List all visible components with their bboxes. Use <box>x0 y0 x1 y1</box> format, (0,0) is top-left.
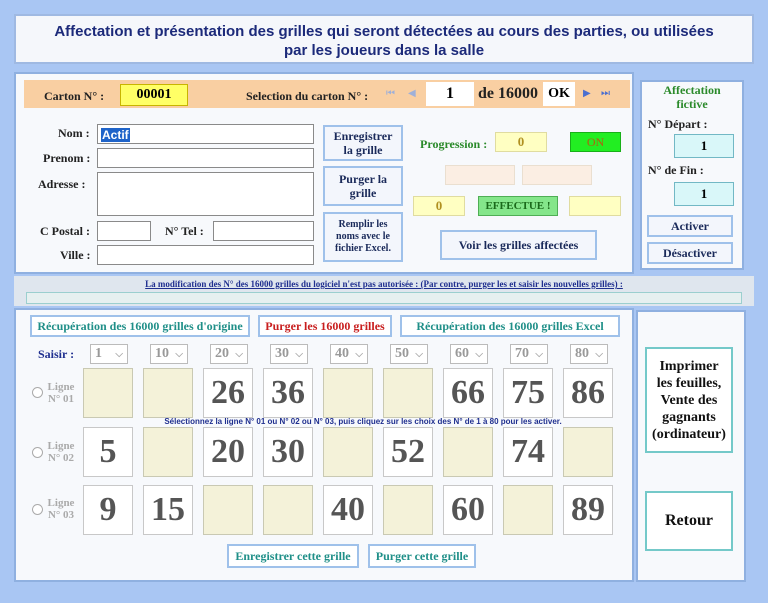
carton-total: de 16000 <box>478 85 538 102</box>
grid-cell[interactable] <box>563 427 613 477</box>
nom-value: Actif <box>102 128 129 142</box>
status-on-badge: ON <box>570 132 621 152</box>
nav-first-icon[interactable]: ⏮ <box>386 88 395 99</box>
activer-button[interactable]: Activer <box>647 215 733 237</box>
grid-cell[interactable] <box>323 368 373 418</box>
depart-label: N° Départ : <box>648 117 708 131</box>
tel-label: N° Tel : <box>165 224 204 238</box>
saisir-combo-50[interactable] <box>390 344 428 364</box>
grid-cell[interactable] <box>263 485 313 535</box>
progression-label: Progression : <box>420 137 488 151</box>
nav-last-icon[interactable]: ⏭ <box>601 88 610 99</box>
ligne-01-label: Ligne N° 01 <box>47 381 75 405</box>
progression-value: 0 <box>495 132 547 152</box>
grid-cell[interactable]: 75 <box>503 368 553 418</box>
purge-grid-button[interactable]: Purger cette grille <box>368 544 476 568</box>
selection-label: Selection du carton N° : <box>246 89 369 103</box>
count-value: 0 <box>413 196 465 216</box>
saisir-combo-1[interactable] <box>90 344 128 364</box>
fin-label: N° de Fin : <box>648 163 704 177</box>
saisir-combo-30[interactable] <box>270 344 308 364</box>
saisir-combo-40[interactable] <box>330 344 368 364</box>
chevron-down-icon: ⌵ <box>115 349 123 360</box>
grid-cell[interactable]: 60 <box>443 485 493 535</box>
grid-cell[interactable] <box>143 368 193 418</box>
ville-field[interactable] <box>97 245 314 265</box>
desactiver-button[interactable]: Désactiver <box>647 242 733 264</box>
combo-value: 30 <box>275 346 289 361</box>
ville-label: Ville : <box>60 248 91 262</box>
grid-cell[interactable]: 9 <box>83 485 133 535</box>
purger-grille-button[interactable]: Purger la grille <box>323 166 403 206</box>
grid-cell[interactable]: 15 <box>143 485 193 535</box>
chevron-down-icon: ⌵ <box>175 349 183 360</box>
enregistrer-grille-button[interactable]: Enregistrer la grille <box>323 125 403 161</box>
saisir-combo-60[interactable] <box>450 344 488 364</box>
progress-box-3 <box>569 196 621 216</box>
ligne-01-radio[interactable] <box>32 387 43 398</box>
combo-value: 1 <box>95 346 102 361</box>
carton-selection-input[interactable]: 1 <box>426 82 474 106</box>
prenom-field[interactable] <box>97 148 314 168</box>
grid-cell[interactable]: 36 <box>263 368 313 418</box>
remplir-excel-button[interactable]: Remplir les noms avec le fichier Excel. <box>323 212 403 262</box>
depart-field[interactable]: 1 <box>674 134 734 158</box>
grid-cell[interactable]: 20 <box>203 427 253 477</box>
combo-value: 60 <box>455 346 469 361</box>
carton-label: Carton N° : <box>44 89 105 103</box>
combo-value: 70 <box>515 346 529 361</box>
progress-box-1 <box>445 165 515 185</box>
nom-label: Nom : <box>58 126 90 140</box>
notice-text: La modification des N° des 16000 grilles du logiciel n'est pas autorisée : (Par contre, purger les et saisir les nouvelles grilles) : <box>145 279 623 289</box>
grid-cell[interactable] <box>83 368 133 418</box>
nom-field[interactable] <box>97 124 314 144</box>
chevron-down-icon: ⌵ <box>475 349 483 360</box>
grid-cell[interactable] <box>323 427 373 477</box>
imprimer-button[interactable]: Imprimer les feuilles, Vente des gagnants (ordinateur) <box>645 347 733 453</box>
grid-cell[interactable] <box>443 427 493 477</box>
grid-cell[interactable] <box>383 485 433 535</box>
ligne-03-label: Ligne N° 03 <box>47 497 75 521</box>
saisir-combo-80[interactable] <box>570 344 608 364</box>
title-line-1: Affectation et présentation des grilles qui seront détectées au cours des parties, ou utilisées <box>54 23 714 40</box>
nav-next-icon[interactable]: ▶ <box>583 88 591 99</box>
cpostal-field[interactable] <box>97 221 151 241</box>
recup-excel-button[interactable]: Récupération des 16000 grilles Excel <box>400 315 620 337</box>
chevron-down-icon: ⌵ <box>535 349 543 360</box>
chevron-down-icon: ⌵ <box>235 349 243 360</box>
retour-button[interactable]: Retour <box>645 491 733 551</box>
grid-cell[interactable]: 40 <box>323 485 373 535</box>
grid-cell[interactable]: 86 <box>563 368 613 418</box>
grid-cell[interactable]: 5 <box>83 427 133 477</box>
combo-value: 80 <box>575 346 589 361</box>
save-grid-button[interactable]: Enregistrer cette grille <box>227 544 359 568</box>
grid-cell[interactable]: 52 <box>383 427 433 477</box>
saisir-combo-20[interactable] <box>210 344 248 364</box>
notice-bar <box>26 292 742 304</box>
fictive-title: Affectation fictive <box>663 83 721 111</box>
saisir-label: Saisir : <box>38 347 75 361</box>
chevron-down-icon: ⌵ <box>355 349 363 360</box>
adresse-label: Adresse : <box>38 177 86 191</box>
combo-value: 10 <box>155 346 169 361</box>
page-title <box>16 22 752 60</box>
grid-cell[interactable]: 74 <box>503 427 553 477</box>
saisir-combo-10[interactable] <box>150 344 188 364</box>
grid-cell[interactable]: 66 <box>443 368 493 418</box>
voir-grilles-button[interactable]: Voir les grilles affectées <box>440 230 597 260</box>
progress-box-2 <box>522 165 592 185</box>
tel-field[interactable] <box>213 221 314 241</box>
ligne-03-radio[interactable] <box>32 504 43 515</box>
adresse-field[interactable] <box>97 172 314 216</box>
nav-prev-icon[interactable]: ◀ <box>408 88 416 99</box>
grid-cell[interactable]: 26 <box>203 368 253 418</box>
saisir-combo-70[interactable] <box>510 344 548 364</box>
fin-field[interactable]: 1 <box>674 182 734 206</box>
prenom-label: Prenom : <box>43 151 91 165</box>
grid-cell[interactable] <box>203 485 253 535</box>
chevron-down-icon: ⌵ <box>295 349 303 360</box>
chevron-down-icon: ⌵ <box>595 349 603 360</box>
ok-button[interactable]: OK <box>543 82 575 106</box>
combo-value: 40 <box>335 346 349 361</box>
purger-all-button[interactable]: Purger les 16000 grilles <box>258 315 392 337</box>
recup-origine-button[interactable]: Récupération des 16000 grilles d'origine <box>30 315 250 337</box>
combo-value: 50 <box>395 346 409 361</box>
grid-cell[interactable] <box>503 485 553 535</box>
combo-value: 20 <box>215 346 229 361</box>
grid-cell[interactable]: 30 <box>263 427 313 477</box>
header-panel <box>14 14 754 64</box>
cpostal-label: C Postal : <box>40 224 90 238</box>
grid-cell[interactable]: 89 <box>563 485 613 535</box>
instruction-text: Sélectionnez la ligne N° 01 ou N° 02 ou N° 03, puis cliquez sur les choix des N° de 1 à 80 pour les activer. <box>164 417 562 426</box>
effectue-badge: EFFECTUE ! <box>478 196 558 216</box>
title-line-2: par les joueurs dans la salle <box>283 42 485 59</box>
grid-cell[interactable] <box>143 427 193 477</box>
chevron-down-icon: ⌵ <box>415 349 423 360</box>
grid-cell[interactable] <box>383 368 433 418</box>
ligne-02-label: Ligne N° 02 <box>47 440 75 464</box>
carton-number: 00001 <box>120 84 188 106</box>
ligne-02-radio[interactable] <box>32 447 43 458</box>
